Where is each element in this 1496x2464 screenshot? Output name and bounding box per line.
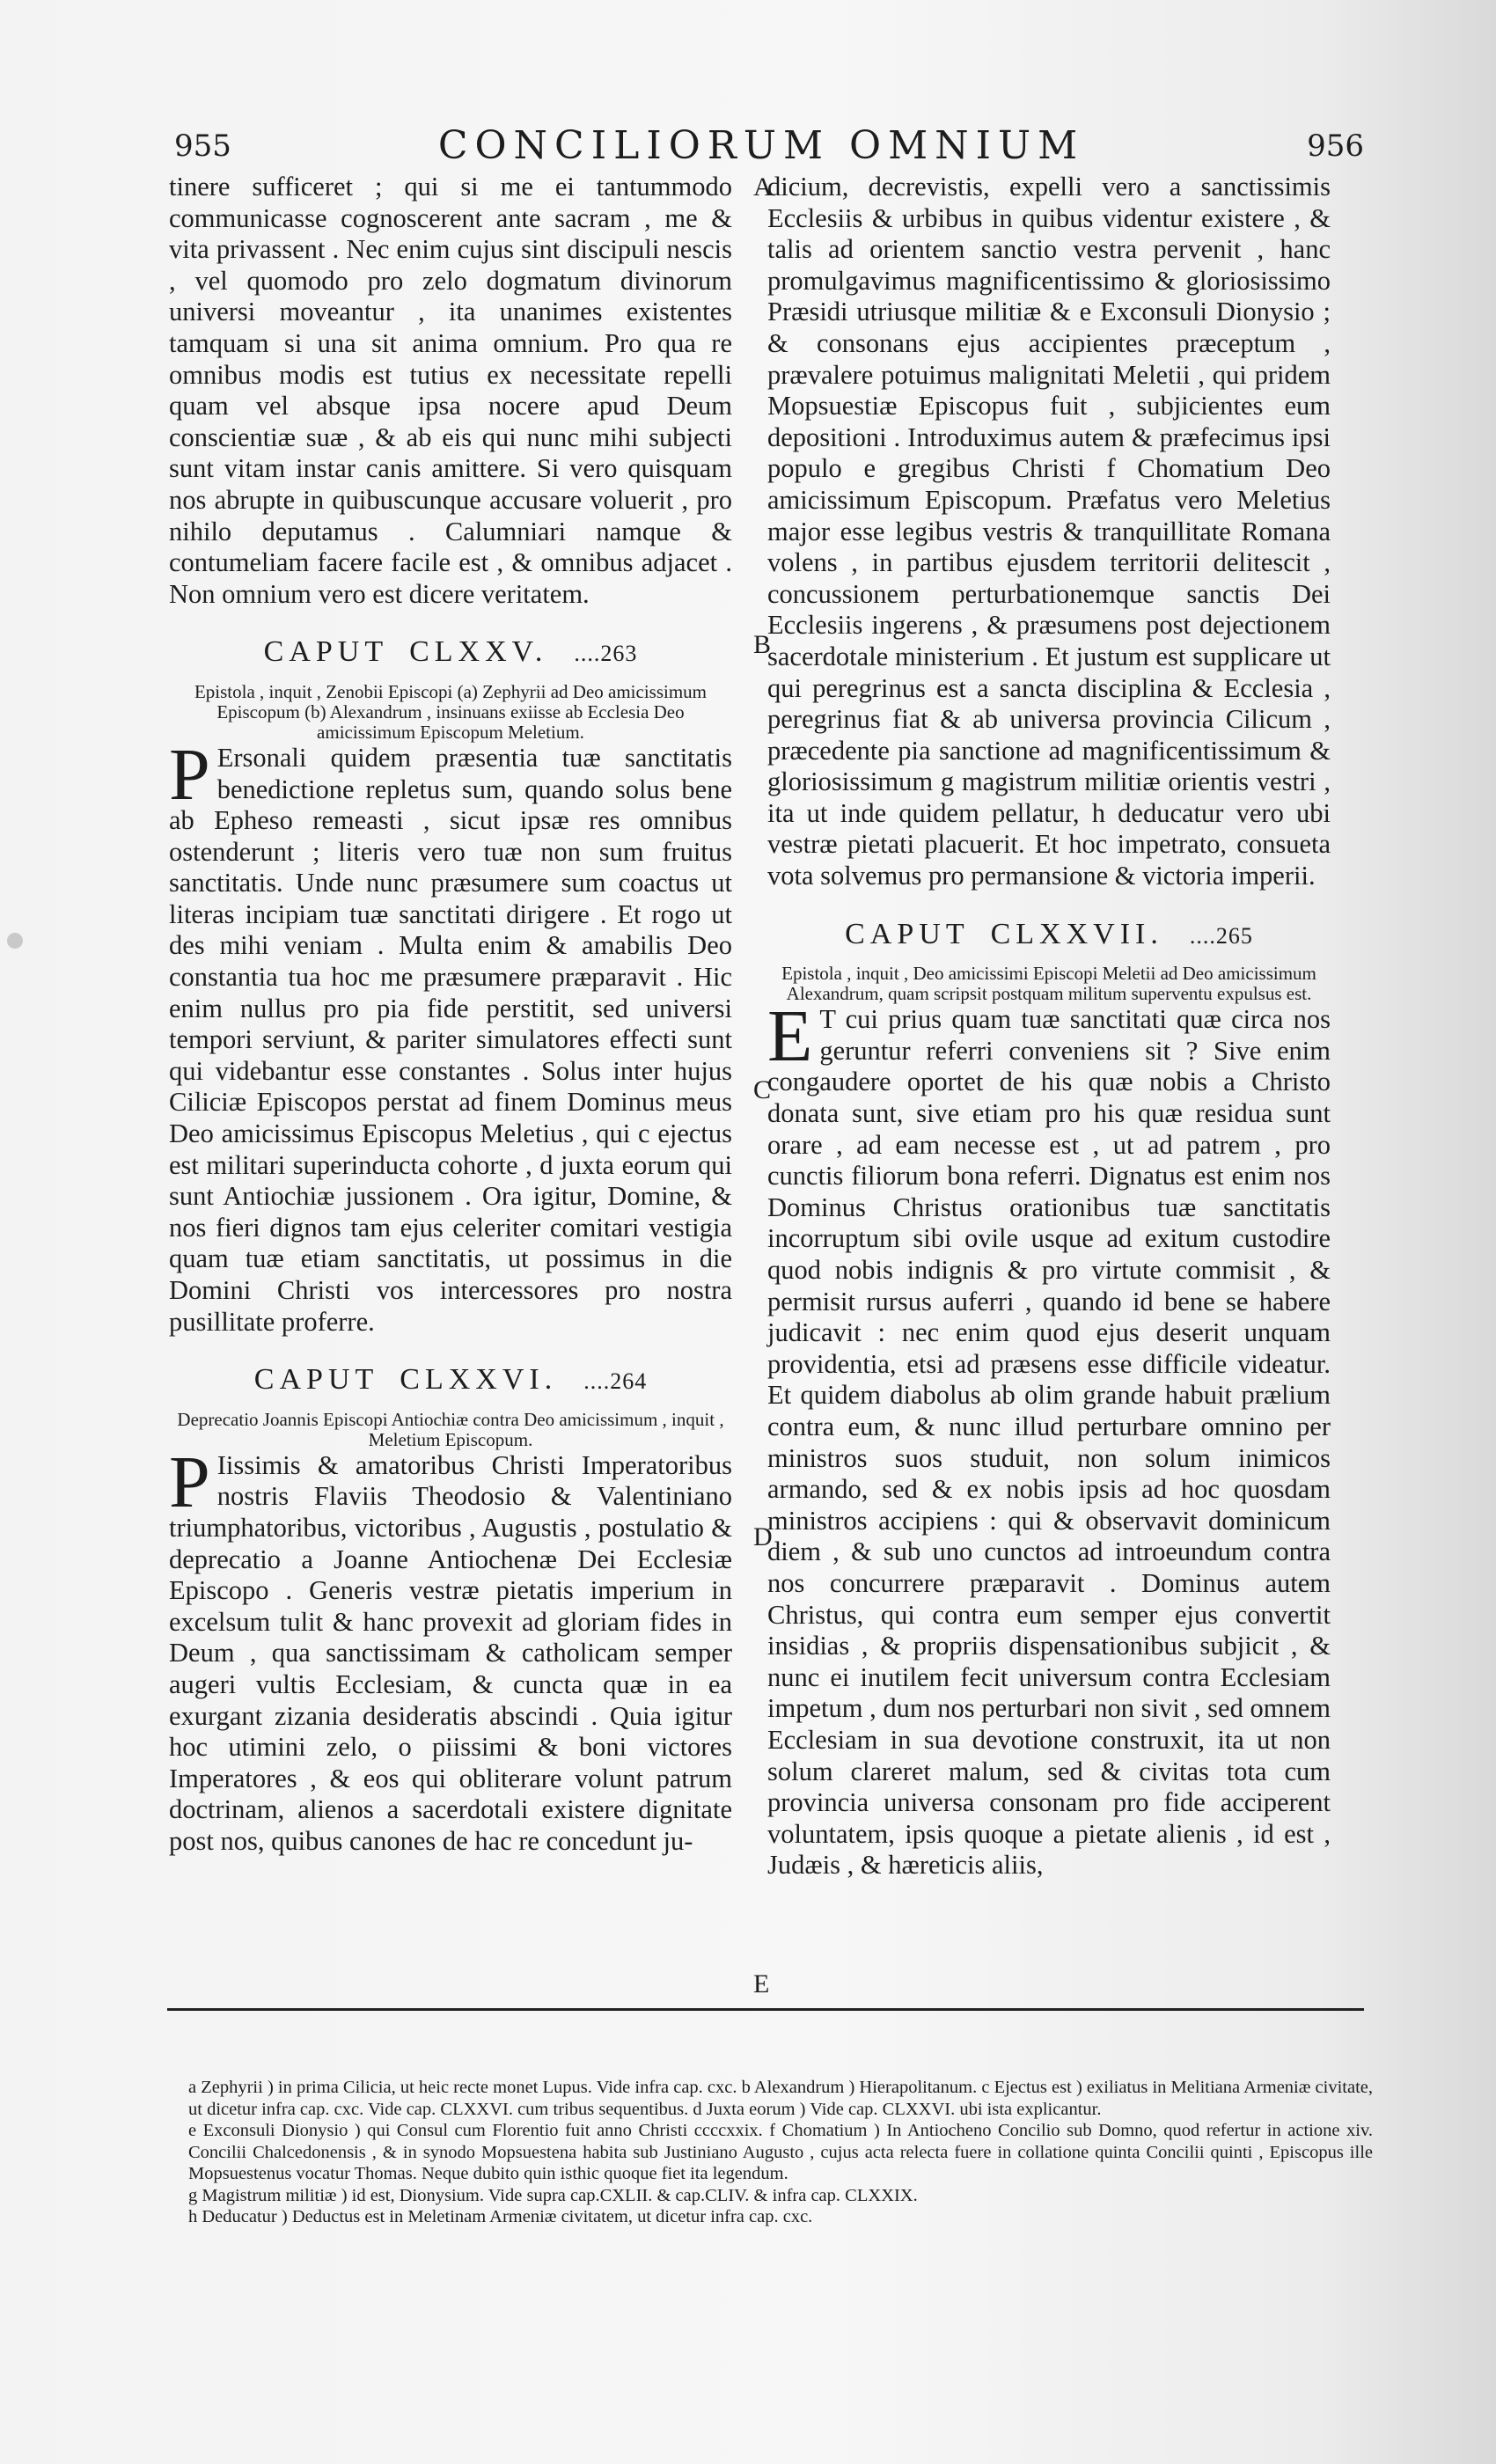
caput-177-heading [767,919,1331,952]
caput-numeral: CLXXVII. [990,917,1163,950]
caput-177-summary: Epistola , inquit , Deo amicissimi Episcopi Meletii ad Deo amicissimum Alexandrum, quam scripsit postquam militum superventu expulsus est. [781,963,1316,1005]
drop-cap: P [169,1441,210,1523]
caput-175-text [169,733,732,1338]
caput-176-heading [169,1364,732,1397]
footnote-rule [167,2008,1364,2011]
caput-176-text [169,1441,732,1858]
caput-175-heading [169,636,732,670]
caput-word: CAPUT [845,917,970,950]
footnotes [167,2077,1373,2228]
caput-175-body: Ersonali quidem præsentia tuæ sanctitatis benedictione repletus sum, quando solus bene ab Epheso remeasti , sicut ipsæ res omnibus ostenderunt ; literis vero tuæ non sum fruitus sanctitatis. Unde nunc præsumere sum coactus ut literas incipiam tuæ sanctitati dirigere . Et rogo ut des mihi veniam . Multa enim & amabilis Deo constantia tua hoc me præsumere præparavit . Hic enim nullus pro pia fide perstitit, sed universi tempori serviunt, & pariter simulatores effecti sunt qui videbantur esse constantes . Solus inter hujus Ciliciæ Episcopos perstat ad finem Dominus meus Deo amicissimus Episcopus Meletius , qui c ejectus est militari superinducta cohorte , d juxta eorum qui sunt Antiochiæ jussionem . Ora igitur, Domine, & nos fieri dignos tam ejus celeriter comitari vestigia quam tuæ etiam sanctitatis, ut possimus in die Domini Christi vos intercessores pro nostra pusillitate proferre. [169,742,732,1337]
margin-letter-d: D [753,1522,773,1551]
margin-letter-c: C [753,1075,772,1104]
left-column [169,172,732,1865]
caput-176-body: Iissimis & amatoribus Christi Imperatoribus nostris Flaviis Theodosio & Valentiniano triumphatoribus, victoribus , Augustis , postulatio & deprecatio a Joanne Antiochenæ Dei Ecclesiæ Episcopo . Generis vestræ pietatis imperium in excelsum tulit & hanc provexit ad gloriam fides in Deum , qua sanctissimam & catholicam semper augeri vultis Ecclesiam, & cuncta quæ in ea exurgant zizania desideratis abscindi . Quia igitur hoc utimini zelo, o piissimi & boni victores Imperatores , & eos qui obliterare volunt patrum doctrinam, alienos a sacerdotali existere dignitate post nos, quibus canones de hac re concedunt ju- [169,1449,732,1856]
caput-ref: ....265 [1189,922,1253,949]
caput-177-body: T cui prius quam tuæ sanctitati quæ circa nos geruntur referri conveniens sit ? Sive enim congaudere oportet de his quæ nobis a Christo donata sunt, sive etiam pro his quæ residua sunt orare , ad eam necesse est , ut ad patrem , pro cunctis filiorum bona referri. Dignatus est enim nos Dominus Christus orationibus tuæ sanctitatis incorruptum sibi ovile usque ad exitum custodire quod nobis indignis & pro virtute commisit , & permisit rursus auferri , quando id bene se habere judicavit : nec enim quod ejus deserit unquam providentia, etsi ad præsens esse difficile videatur. Et quidem diabolus ab olim grande habuit prælium contra eum, & nunc illud perturbare omnino per ministros suos studuit, non solum inimicos armando, sed & ex nobis ipsis ad hoc quosdam ministros accipiens : qui & observavit dominicum diem , & sub uno cunctos ad introeundum contra nos concurrere præparavit . Dominus autem Christus, qui contra eum semper ejus convertit insidias , & propriis dispensationibus subjicit , & nunc ei inutilem fecit universum contra Ecclesiam impetum , dum nos perturbari non sivit , sed omnem Ecclesiam in sua devotione construxit, ita ut non solum clareret malum, sed & civitas tota cum provincia universa consonam pro fide acciperent voluntatem, ipsis quoque a pietate alienis , id est , Judæis , & hæreticis aliis, [767,1004,1331,1881]
caput-word: CAPUT [253,1363,379,1397]
caput-ref: ....263 [574,641,638,667]
right-intro-text: dicium, decrevistis, expelli vero a sanctissimis Ecclesiis & urbibus in quibus videntur existere , & talis ad orientem sanctio vestra pervenit , hanc promulgavimus magnificentissimo & gloriosissimo Præsidi utriusque militiæ & e Exconsuli Dionysio ; & consonans ejus accipientes præceptum , prævalere potuimus malignitati Meletii , qui pridem Mopsuestiæ Episcopus fuit , subjicientes eum depositioni . Introduximus autem & præfecimus ipsi populo e gregibus Christi f Chomatium Deo amicissimum Episcopum. Præfatus vero Meletius major esse legibus vestris & tranquillitate Romana volens , in partibus ejusdem territorii delitescit , concussionem perturbationemque sanctis Dei Ecclesiis ingerens , & præsumens post dejectionem sacerdotale ministerium . Et justum est supplicare ut qui peregrinus est a sancta disciplina & Ecclesia , peregrinus fiat & ab universa provincia Cilicum , præcedente pia sanctione ad magnificentissimum & gloriosissimum g magistrum militiæ orientis vestri , ita ut inde quidem pellatur, h deducatur vero ubi vestræ pietati placuerit. Et hoc impetrato, consueta vota solvemus pro permansione & victoria imperii. [767,172,1331,891]
caput-176-summary: Deprecatio Joannis Episcopi Antiochiæ contra Deo amicissimum , inquit , Meletium Episcopum. [177,1408,724,1450]
margin-letter-e: E [753,1969,770,1998]
caput-word: CAPUT [263,635,389,669]
footnote-line: g Magistrum militiæ ) id est, Dionysium. Vide supra cap.CXLII. & cap.CLIV. & infra cap. CLXXIX. [188,2185,918,2205]
caput-numeral: CLXXV. [409,635,548,669]
left-intro-text: tinere sufficeret ; qui si me ei tantummodo communicasse cognoscerent ante sacram , me & vita privassent . Nec enim cujus sint discipuli nescis , vel quomodo pro zelo dogmatum divinorum universi moveantur , ita unanimes existentes tamquam si una sit anima omnium. Pro qua re omnibus modis est tutius ex necessitate repelli quam vel absque ipsa nocere apud Deum conscientiæ suæ , & ab eis qui nunc mihi subjecti sunt vitam instar canis amittere. Si vero quisquam nos abrupte in quibuscunque accusare voluerit , pro nihilo deputamus . Calumniari namque & contumeliam facere facile est , & omnibus adjacet . Non omnium vero est dicere veritatem. [169,172,732,609]
right-column [767,172,1331,1888]
margin-letter-b: B [753,630,772,659]
margin-letter-a: A [753,172,773,202]
ink-spot [7,933,23,949]
footnote-line: h Deducatur ) Deductus est in Meletinam Armeniæ civitatem, ut dicetur infra cap. cxc. [188,2207,813,2226]
drop-cap: E [767,995,813,1078]
caput-numeral: CLXXVI. [400,1363,558,1397]
page-number-right: 956 [1307,128,1364,164]
page-number-left: 955 [174,128,231,164]
drop-cap: P [169,733,210,816]
caput-ref: ....264 [583,1368,648,1395]
running-title: CONCILIORUM OMNIUM [437,123,1085,168]
page-header [158,123,1364,176]
caput-175-summary: Epistola , inquit , Zenobii Episcopi (a) Zephyrii ad Deo amicissimum Episcopum (b) Alexandrum , insinuans exiisse ab Ecclesia Deo amicissimum Episcopum Meletium. [194,680,708,743]
footnote-line: a Zephyrii ) in prima Cilicia, ut heic recte monet Lupus. Vide infra cap. cxc. b Alexandrum ) Hierapolitanum. c Ejectus est ) exiliatus in Melitiana Armeniæ civitate, ut dicetur infra cap. cxc. Vide cap. CLXXVI. cum tribus sequentibus. d Juxta eorum ) Vide cap. CLXXVI. ubi ista explicantur. [188,2078,1373,2119]
caput-177-text [767,995,1331,1881]
footnote-line: e Exconsuli Dionysio ) qui Consul cum Florentio fuit anno Christi ccccxxix. f Chomatium ) In Antiocheno Concilio sub Domno, quod refertur in actione xiv. Concilii Chalcedonensis , & in synodo Mopsuestena habita sub Justiniano Augusto , cujus acta relecta fuere in collatione quinta Concilii quinti , Episcopus ille Mopsuestenus vocatur Thomas. Neque dubito quin isthic quoque fiet ita legendum. [188,2121,1373,2183]
